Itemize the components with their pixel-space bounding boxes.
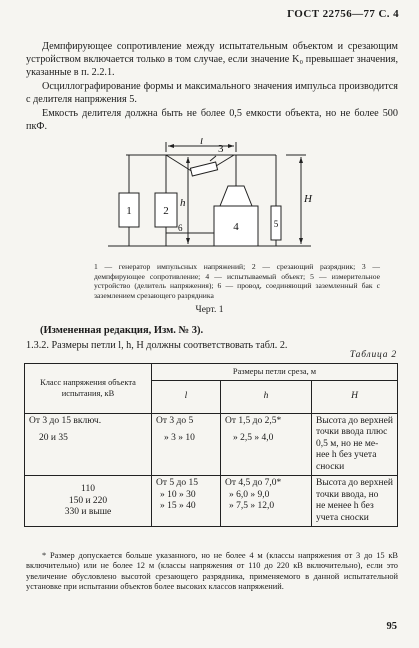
H-line: точки ввода плюс bbox=[316, 427, 388, 437]
table-caption: Таблица 2 bbox=[349, 350, 397, 360]
H-line: точки ввода, но bbox=[316, 489, 379, 500]
label-H: H bbox=[304, 193, 312, 205]
circuit-diagram bbox=[96, 138, 326, 263]
H-line: Высота до верхней bbox=[316, 478, 393, 488]
h-value: От 4,5 до 7,0* bbox=[225, 478, 282, 488]
h-value: » 6,0 » 9,0 bbox=[229, 489, 270, 500]
H-line: нее h без учета bbox=[316, 450, 377, 460]
label-6: 6 bbox=[178, 223, 183, 233]
h-value: » 7,5 » 12,0 bbox=[229, 501, 275, 511]
cell-l bbox=[152, 413, 221, 476]
cell-class bbox=[25, 413, 152, 476]
H-line: Высота до верхней bbox=[316, 415, 393, 426]
header-l: l bbox=[152, 380, 221, 413]
damping-resistor bbox=[190, 162, 217, 176]
cell-class bbox=[25, 476, 152, 527]
header-H: H bbox=[312, 380, 398, 413]
header-h: h bbox=[221, 380, 312, 413]
class-value: 20 и 35 bbox=[39, 433, 68, 443]
label-4: 4 bbox=[233, 221, 239, 233]
figure-caption: Черт. 1 bbox=[195, 305, 224, 315]
page-number: 95 bbox=[386, 621, 397, 632]
h-value: От 1,5 до 2,5* bbox=[225, 415, 282, 426]
amendment-note: (Измененная редакция, Изм. № 3). bbox=[40, 325, 204, 336]
label-5: 5 bbox=[273, 219, 279, 229]
table-footnote: * Размер допускается больше указанного, но не более 4 м (классы напряжения от 3 до 15 кВ включительно) или не более 12 м (классы напряжения от 110 до 220 кВ включительно), если это увеличение обусловлено высотой срезающего разрядника, применяемого в данной испытательной установке при испытании объектов более высоких классов напряжений. bbox=[26, 551, 398, 592]
cell-H bbox=[312, 413, 398, 476]
header-loop-sizes: Размеры петли среза, м bbox=[152, 364, 398, 381]
class-value: От 3 до 15 включ. bbox=[29, 415, 102, 426]
h-value: » 2,5 » 4,0 bbox=[233, 433, 274, 443]
l-value: » 15 » 40 bbox=[160, 501, 196, 511]
H-line: не менее h без bbox=[316, 501, 374, 511]
paragraph-damping: Демпфирующее сопротивление между испытательным объектом и срезающим устройством включается только в том случае, если значение K₀ превышает значения, указанные в п. 2.2.1. bbox=[26, 41, 398, 79]
table-row bbox=[25, 476, 398, 527]
label-3: 3 bbox=[218, 143, 224, 155]
H-line: 0,5 м, но не ме- bbox=[316, 438, 379, 449]
cell-h bbox=[221, 413, 312, 476]
page-header: ГОСТ 22756—77 С. 4 bbox=[287, 8, 399, 20]
paragraph-132: 1.3.2. Размеры петли l, h, H должны соответствовать табл. 2. bbox=[26, 340, 288, 351]
loop-size-table bbox=[24, 363, 398, 527]
H-line: учета сноски bbox=[316, 512, 369, 523]
paragraph-oscillography: Осциллографирование формы и максимального значения импульса производится с делителя напряжения 5. bbox=[26, 81, 398, 106]
paragraph-divider-capacity: Емкость делителя должна быть не более 0,5 емкости объекта, но не более 500 пкФ. bbox=[26, 108, 398, 133]
class-value: 330 и выше bbox=[64, 507, 112, 517]
cell-H bbox=[312, 476, 398, 527]
cell-h bbox=[221, 476, 312, 527]
figure-legend: 1 — генератор импульсных напряжений; 2 — срезающий разрядник; 3 — демпфирующее сопротивление; 4 — испытываемый объект; 5 — измерительное устройство (делитель напряжения); 6 — провод, соединяющий заземленный бак с заземлением срезающего разрядника bbox=[94, 262, 380, 300]
header-voltage-class: Класс напряжения объекта испытания, кВ bbox=[25, 364, 152, 414]
label-1: 1 bbox=[126, 205, 132, 217]
l-value: » 3 » 10 bbox=[164, 433, 195, 443]
l-value: » 10 » 30 bbox=[160, 489, 196, 500]
l-value: От 5 до 15 bbox=[156, 478, 198, 488]
l-value: От 3 до 5 bbox=[156, 415, 194, 426]
label-l: l bbox=[200, 138, 204, 147]
label-2: 2 bbox=[163, 205, 169, 217]
H-line: сноски bbox=[316, 461, 345, 472]
class-value: 110 bbox=[81, 484, 95, 494]
table-row bbox=[25, 413, 398, 476]
class-value: 150 и 220 bbox=[68, 495, 108, 506]
cell-l bbox=[152, 476, 221, 527]
label-h: h bbox=[180, 197, 186, 209]
